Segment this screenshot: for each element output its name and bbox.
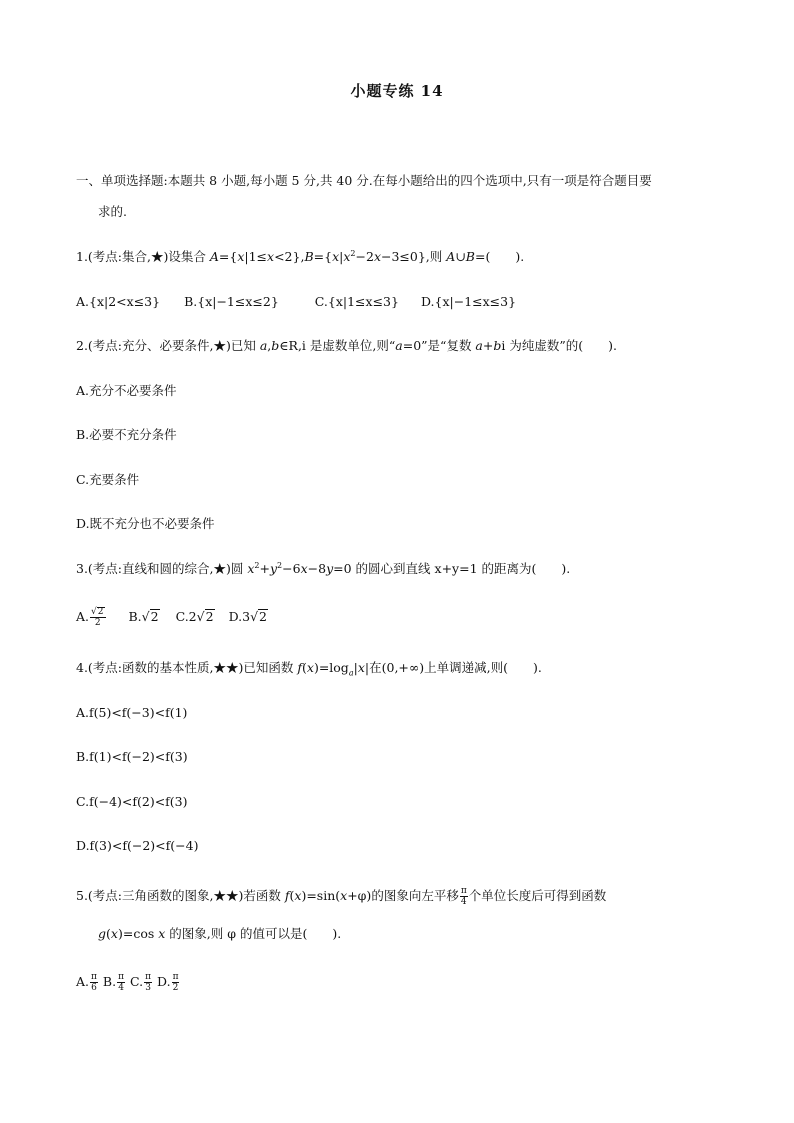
option-a[interactable]: A.f(5)<f(−3)<f(1) (76, 705, 188, 720)
option-b[interactable]: B.√2 (128, 609, 159, 624)
option-d[interactable]: D.{x|−1≤x≤3} (420, 294, 517, 309)
question-2-math: a,b∈R,i 是虚数单位,则“a=0”是“复数 a+bi 为纯虚数”的( ). (259, 338, 617, 353)
question-5-mid: 的图象向左平移 (371, 888, 459, 903)
question-3 (76, 560, 570, 578)
question-5-line2: 的图象,则 φ 的值可以是( ). (169, 926, 342, 941)
question-4-math: $f(x)=\log_a|x|$ (297, 660, 370, 678)
option-d[interactable]: D. $\frac{\pi}{2}$ (157, 972, 179, 993)
option-d[interactable]: D.既不充分也不必要条件 (76, 516, 215, 531)
option-b[interactable]: B.{x|−1≤x≤2} (184, 294, 279, 309)
question-5-math: f(x)=sin(x+φ) (284, 888, 372, 903)
section-heading: 一、单项选择题:本题共 8 小题,每小题 5 分,共 40 分.在每小题给出的四个选项中,只有一项是符合题目要 (76, 173, 652, 188)
option-a[interactable]: A. $\frac{√2}{2}$ (76, 607, 104, 628)
question-5-cont (98, 925, 341, 943)
question-1-prefix: 1.(考点:集合,★)设集合 (76, 249, 210, 264)
section-heading-cont: 求的. (98, 204, 127, 219)
question-3-suffix: 的圆心到直线 x+y=1 的距离为( ). (355, 561, 571, 576)
question-1-options (76, 293, 516, 311)
option-c[interactable]: C. $\frac{\pi}{3}$ (130, 972, 152, 993)
question-3-prefix: 3.(考点:直线和圆的综合,★)圆 (76, 561, 248, 576)
page-title: 小题专练 14 (350, 82, 444, 100)
option-b[interactable]: B.必要不充分条件 (76, 427, 177, 442)
question-5-options (76, 972, 180, 993)
question-4 (76, 659, 542, 677)
option-a[interactable]: A.充分不必要条件 (76, 383, 177, 398)
option-a[interactable]: A.{x|2<x≤3} (76, 294, 161, 309)
question-3-math: $x^2+y^2-6x-8y=0$ (247, 560, 356, 576)
option-d[interactable]: D.3√2 (228, 609, 267, 624)
question-5 (76, 886, 606, 907)
option-c[interactable]: C.{x|1≤x≤3} (314, 294, 399, 309)
option-b[interactable]: B. $\frac{\pi}{4}$ (102, 972, 125, 993)
question-5-prefix: 5.(考点:三角函数的图象,★★)若函数 (76, 888, 285, 903)
question-5-suffix: 个单位长度后可得到函数 (468, 888, 607, 903)
option-c[interactable]: C.2√2 (175, 609, 214, 624)
option-c[interactable]: C.充要条件 (76, 472, 140, 487)
option-b[interactable]: B.f(1)<f(−2)<f(3) (76, 749, 188, 764)
option-c[interactable]: C.f(−4)<f(2)<f(3) (76, 794, 188, 809)
question-2 (76, 337, 617, 355)
question-2-prefix: 2.(考点:充分、必要条件,★)已知 (76, 338, 260, 353)
option-d[interactable]: D.f(3)<f(−2)<f(−4) (76, 838, 199, 853)
question-1 (76, 248, 524, 266)
question-1-math: $A=\{x|1\le x<2\},B=\{x|x^2-2x-3\le 0\}$,则 A∪B=( ). (209, 248, 525, 264)
shift-fraction: $\frac{\pi}{4}$ (460, 886, 467, 907)
question-4-suffix: 在(0,+∞)上单调递减,则( ). (369, 660, 542, 675)
option-a[interactable]: A. $\frac{\pi}{6}$ (76, 972, 97, 993)
question-5-math-2: g(x)=cos x (98, 926, 166, 941)
question-3-options (76, 607, 268, 628)
question-4-prefix: 4.(考点:函数的基本性质,★★)已知函数 (76, 660, 298, 675)
